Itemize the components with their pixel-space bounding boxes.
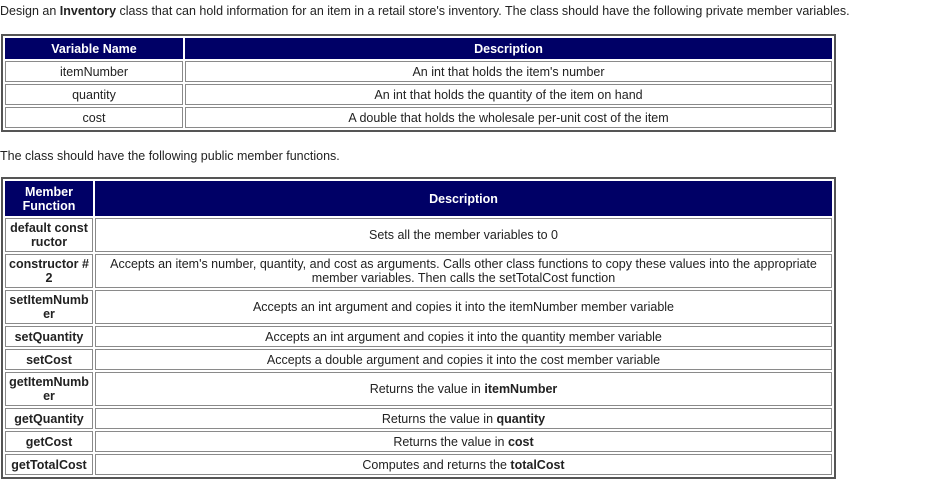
function-name: getCost bbox=[5, 431, 93, 452]
functions-header-name: Member Function bbox=[5, 181, 93, 216]
function-description-text: Returns the value in bbox=[393, 434, 508, 449]
function-description bbox=[95, 372, 832, 406]
functions-table bbox=[1, 177, 836, 479]
function-name: setQuantity bbox=[5, 326, 93, 347]
function-description-text: Accepts an int argument and copies it into the itemNumber member variable bbox=[252, 300, 675, 314]
intro-text-before: Design an bbox=[0, 4, 60, 18]
table-row bbox=[5, 254, 832, 288]
variables-header-description: Description bbox=[185, 38, 832, 59]
table-row bbox=[5, 408, 832, 429]
function-description bbox=[95, 326, 832, 347]
table-row bbox=[5, 84, 832, 105]
table-row bbox=[5, 290, 832, 324]
functions-header-description: Description bbox=[95, 181, 832, 216]
function-description-bold: totalCost bbox=[510, 457, 565, 472]
variable-description: An int that holds the item's number bbox=[185, 61, 832, 82]
function-description-text: Accepts a double argument and copies it into the cost member variable bbox=[266, 352, 661, 367]
function-description-text: Accepts an item's number, quantity, and cost as arguments. Calls other class functions to copy these values into the appropriate member variables. Then calls the setTotalCost function bbox=[110, 257, 817, 285]
table-row bbox=[5, 107, 832, 128]
table-row bbox=[5, 431, 832, 452]
table-row bbox=[5, 218, 832, 252]
table-row bbox=[5, 61, 832, 82]
function-description-bold: quantity bbox=[496, 411, 546, 426]
function-description bbox=[95, 218, 832, 252]
variable-name: quantity bbox=[5, 84, 183, 105]
function-name: default constructor bbox=[5, 218, 93, 252]
function-description-text: Accepts an int argument and copies it into the quantity member variable bbox=[265, 329, 662, 344]
table-row bbox=[5, 349, 832, 370]
variables-table bbox=[1, 34, 836, 132]
function-name: getItemNumber bbox=[5, 372, 93, 406]
intro-paragraph bbox=[0, 4, 850, 19]
function-description-text: Sets all the member variables to 0 bbox=[369, 228, 558, 242]
intro-text-after: class that can hold information for an item in a retail store's inventory. The class should have the following private member variables. bbox=[116, 4, 850, 18]
function-name: getQuantity bbox=[5, 408, 93, 429]
variable-description: A double that holds the wholesale per-unit cost of the item bbox=[185, 107, 832, 128]
variables-header-name: Variable Name bbox=[5, 38, 183, 59]
function-description bbox=[95, 349, 832, 370]
function-name: setCost bbox=[5, 349, 93, 370]
function-description-bold: cost bbox=[507, 434, 534, 449]
functions-intro: The class should have the following public member functions. bbox=[0, 149, 340, 163]
variable-name: itemNumber bbox=[5, 61, 183, 82]
function-description bbox=[95, 454, 832, 475]
function-description-text: Returns the value in bbox=[381, 411, 497, 426]
intro-class-name: Inventory bbox=[59, 4, 117, 18]
function-description-bold: itemNumber bbox=[484, 382, 558, 396]
function-description bbox=[95, 254, 832, 288]
table-row bbox=[5, 326, 832, 347]
functions-header-row bbox=[5, 181, 832, 216]
function-description bbox=[95, 431, 832, 452]
table-row bbox=[5, 454, 832, 475]
table-row bbox=[5, 372, 832, 406]
function-description bbox=[95, 290, 832, 324]
variable-description: An int that holds the quantity of the item on hand bbox=[185, 84, 832, 105]
function-description bbox=[95, 408, 832, 429]
function-description-text: Computes and returns the bbox=[362, 457, 511, 472]
function-name: setItemNumber bbox=[5, 290, 93, 324]
function-description-text: Returns the value in bbox=[369, 382, 485, 396]
function-name: getTotalCost bbox=[5, 454, 93, 475]
variable-name: cost bbox=[5, 107, 183, 128]
variables-header-row bbox=[5, 38, 832, 59]
function-name: constructor #2 bbox=[5, 254, 93, 288]
